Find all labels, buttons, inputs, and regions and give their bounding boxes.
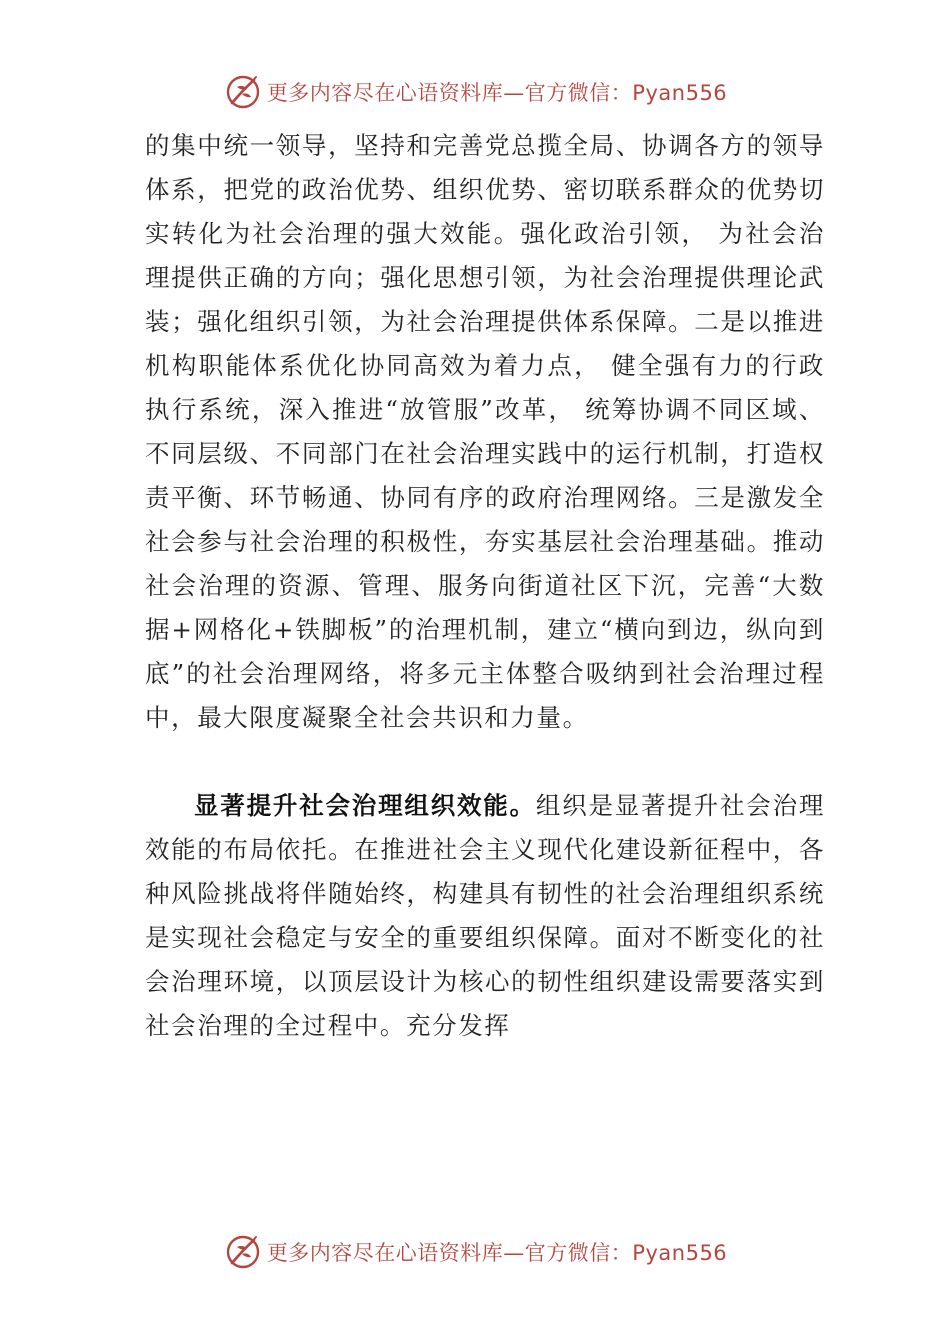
paragraph-2 xyxy=(145,784,825,1048)
document-body xyxy=(145,124,825,1048)
header-text: 更多内容尽在心语资料库—官方微信：Pyan556 xyxy=(266,81,728,105)
scroll-logo-icon xyxy=(223,1232,263,1272)
paragraph-1: 的集中统一领导，坚持和完善党总揽全局、协调各方的领导体系，把党的政治优势、组织优势、密切联系群众的优势切实转化为社会治理的强大效能。强化政治引领， 为社会治理提供正确的方向；强化思想引领，为社会治理提供理论武装；强化组织引领，为社会治理提供体系保障。二是以推进机构职能体系优化协同高效为着力点， 健全强有力的行政执行系统，深入推进“放管服”改革， 统筹协调不同区域、不同层级、不同部门在社会治理实践中的运行机制，打造权责平衡、环节畅通、协同有序的政府治理网络。三是激发全社会参与社会治理的积极性，夯实基层社会治理基础。推动社会治理的资源、管理、服务向街道社区下沉，完善“大数据+网格化+铁脚板”的治理机制，建立“横向到边，纵向到底”的社会治理网络，将多元主体整合吸纳到社会治理过程中，最大限度凝聚全社会共识和力量。 xyxy=(145,131,825,732)
paragraph-2-text: 组织是显著提升社会治理效能的布局依托。在推进社会主义现代化建设新征程中，各种风险挑战将伴随始终，构建具有韧性的社会治理组织系统是实现社会稳定与安全的重要组织保障。面对不断变化的社会治理环境，以顶层设计为核心的韧性组织建设需要落实到社会治理的全过程中。充分发挥 xyxy=(145,791,825,1040)
paragraph-2-lead: 显著提升社会治理组织效能。 xyxy=(194,791,536,820)
scroll-logo-icon xyxy=(223,72,263,112)
footer-banner xyxy=(0,1230,950,1274)
footer-text: 更多内容尽在心语资料库—官方微信：Pyan556 xyxy=(266,1241,728,1265)
header-banner xyxy=(0,70,950,114)
